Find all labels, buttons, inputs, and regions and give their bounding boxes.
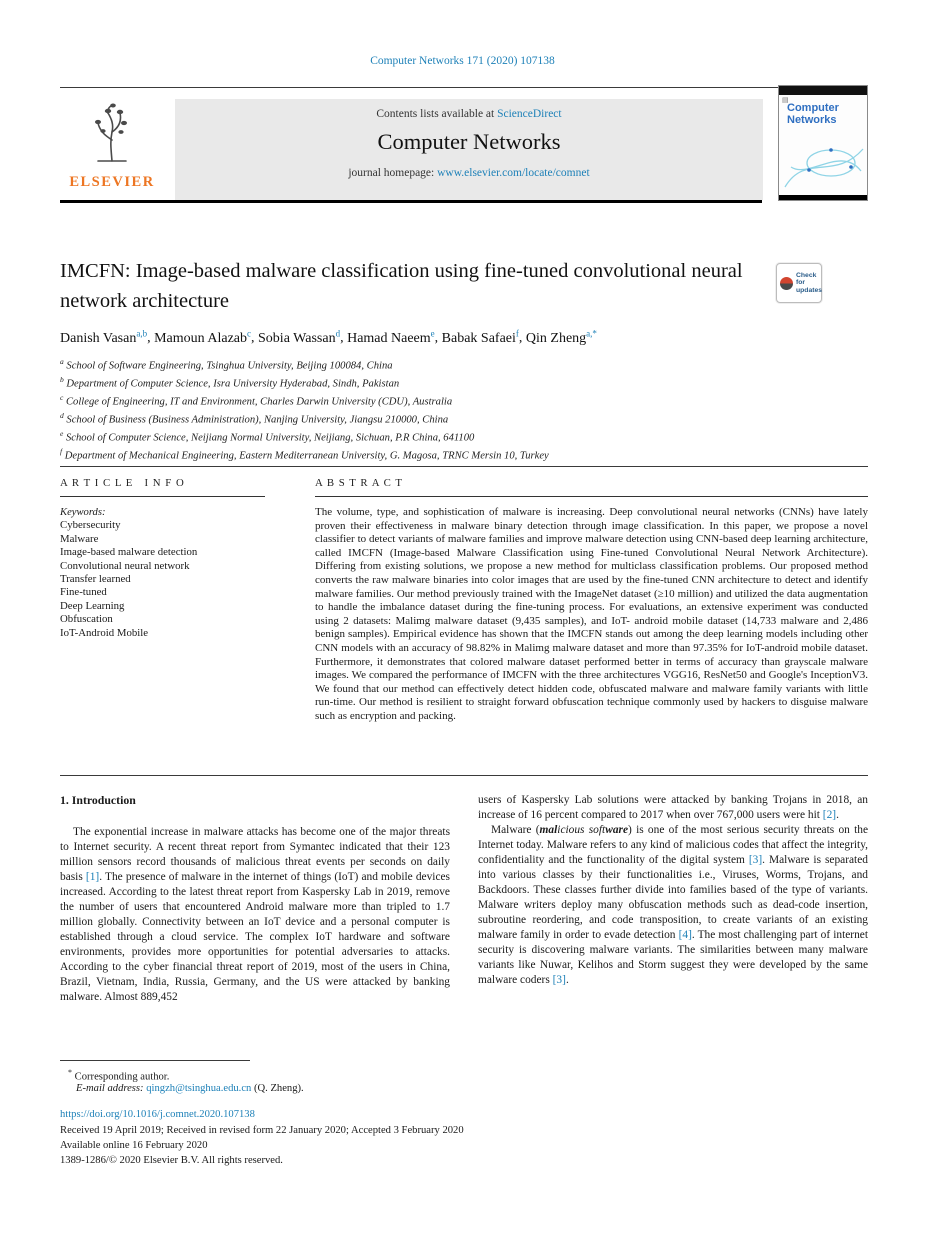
keywords-label: Keywords: (60, 507, 106, 518)
author-separator: , (518, 330, 526, 346)
citation-ref[interactable]: [2] (822, 809, 837, 821)
corresponding-author-text: Corresponding author. (72, 1071, 170, 1083)
journal-title: Computer Networks (377, 129, 561, 154)
affiliation-text: School of Business (Business Administration), Nanjing University, Jiangsu 210000, China (63, 414, 449, 426)
check-for-updates-badge[interactable] (776, 263, 822, 303)
intro-column-left (60, 793, 450, 1005)
text-run: users of Kaspersky Lab solutions were attacked by banking Trojans in 2018, an increase of 16 percent compared to 2017 when over 767,000 users were hit (478, 794, 868, 821)
affiliation-marker: a (60, 357, 64, 366)
header-divider (60, 200, 762, 203)
text-run: . Malware is separated into various classes by their functionalities i.e., Viruses, Worms, Trojans, and Backdoors. These classes further divide into families based of the type of variants. Malware writers deploy many obfuscation methods such as dead-code insertion, subroutine reordering, and code transposition, to create variants of an existing malware family in order to evade detection (478, 854, 868, 941)
author-name: Mamoun Alazab$^c$ (154, 328, 252, 346)
sciencedirect-link[interactable]: ScienceDirect (497, 108, 562, 120)
text-run: icious soft (557, 824, 606, 836)
email-link[interactable]: qingzh@tsinghua.edu.cn (146, 1083, 252, 1094)
author-separator: , (434, 330, 442, 346)
text-run: The exponential increase in malware attacks has become one of the major threats to Internet security. A recent threat report from Symantec indicated that their 123 million sensors record thousands of malicious threat events per seconds on daily basis (60, 826, 450, 883)
keyword: Convolutional neural network (60, 559, 190, 572)
text-run: . The presence of malware in the internet of things (IoT) and mobile devices increased. According to the latest threat report from Kaspersky Lab in 2019, remove the number of users that encountered Android malware more than tripled to 1.7 million globally. Connectivity between an IoT device and a personal computer is established through a cloud service. The complex IoT hardware and software environments, provides more opportunities for potential adversaries to attacks. According to the cyber financial threat report of 2019, most of the users in China, Brazil, Vietnam, India, Russia, Germany, and the US were attacked by banking malware. Almost 889,452 (60, 871, 450, 1003)
keyword: Fine-tuned (60, 586, 107, 599)
text-run: . (836, 809, 839, 821)
corresponding-author-note (68, 1068, 169, 1083)
cover-topbar (779, 86, 867, 95)
email-line (76, 1083, 304, 1094)
author-name: Qin Zheng$^{a,*}$ (525, 328, 597, 346)
cover-art (779, 137, 867, 195)
intro-column-right (478, 793, 868, 988)
citation-ref[interactable]: [3] (748, 854, 763, 866)
author-affiliation-sup: a,b (136, 328, 148, 338)
cover-title-line1: Computer (787, 102, 839, 114)
author-affiliation-sup: d (335, 328, 341, 338)
cover-title-line2: Networks (787, 113, 837, 126)
keywords-list (60, 519, 265, 640)
contents-line (175, 108, 763, 120)
footnote-star: * (68, 1068, 72, 1077)
affiliation (60, 391, 840, 409)
issn-copyright: 1389-1286/© 2020 Elsevier B.V. All rights reserved. (60, 1155, 283, 1166)
cover-corner-mark: ▤ (782, 96, 789, 104)
author-affiliation-sup: a,* (586, 328, 597, 338)
keyword: Deep Learning (60, 599, 125, 612)
intro-paragraph-2 (478, 823, 868, 988)
affiliation (60, 427, 840, 445)
text-run: . (565, 974, 569, 986)
homepage-line (175, 167, 763, 179)
journal-cover-thumbnail[interactable] (778, 85, 868, 201)
doi-link[interactable]: https://doi.org/10.1016/j.comnet.2020.107138 (60, 1109, 255, 1120)
abstract-heading: A B S T R A C T (315, 477, 868, 497)
top-divider (60, 87, 868, 88)
affiliation-text: Department of Computer Science, Isra University Hyderabad, Sindh, Pakistan (63, 378, 400, 390)
affiliation-list (60, 355, 840, 463)
author-separator: , (340, 330, 348, 346)
affiliation-text: College of Engineering, IT and Environment, Charles Darwin University (CDU), Australia (63, 396, 453, 408)
elsevier-wordmark: ELSEVIER (69, 174, 155, 190)
text-run: Malware ( (491, 824, 540, 836)
author-affiliation-sup: c (247, 328, 252, 338)
section-heading-introduction: 1. Introduction (60, 793, 136, 807)
affiliation-marker: d (60, 410, 64, 420)
crossmark-icon (780, 277, 793, 290)
keyword: Obfuscation (60, 613, 113, 626)
available-online: Available online 16 February 2020 (60, 1140, 208, 1151)
intro-paragraph-1-continued (478, 793, 868, 823)
article-title: IMCFN: Image-based malware classification using fine-tuned convolutional neural network architecture (60, 260, 743, 312)
abstract-text: The volume, type, and sophistication of malware is increasing. Deep convolutional neural networks (CNNs) have lately proven their effectiveness in malware binary detection through image classification. In this paper, we propose a novel classifier to detect variants of malware families and improve malware detection using CNN-based deep learning architecture, called IMCFN (Image-based Malware Classification using Fine-tuned Convolutional Neural Network Architecture). Differing from existing solutions, we propose a new method for multiclass classification problems. Our proposed method converts the raw malware binaries into color images that are used by the fine-tuned CNN architecture to detect and identify malware families. Our method previously trained with the ImageNet dataset (≥10 million) and utilized the data augmentation to handle the imbalance dataset during the fine-tuning process. For evaluations, an extensive experiment was conducted using 2 datasets: Malimg malware dataset (9,435 samples), and IoT- android mobile dataset (14,733 malware and 2,486 benign samples). Empirical evidence has shown that the IMCFN stands out among the deep learning models including other CNN models with an accuracy of 98.82% in Malimg malware dataset and more than 97.35% for IoT-android mobile dataset. Furthermore, it demonstrates that colored malware dataset performed better in terms of accuracy than grayscale malware images. We compared the performance of IMCFN with the three architectures VGG16, ResNet50 and Google's InceptionV3. We found that our method can effectively detect hidden code, obfuscated malware and malware family variants with little run-time. Our method is resilient to straight forward obfuscation technique commonly used by hackers to disguise malware such as encryption and packing. (315, 506, 868, 722)
journal-citation-line (0, 55, 925, 67)
author-list (60, 328, 840, 347)
keyword: Cybersecurity (60, 519, 121, 532)
info-block-top-divider (60, 466, 868, 467)
abstract-column (315, 477, 868, 724)
homepage-prefix: journal homepage: (348, 167, 438, 179)
author-name: Danish Vasan$^{a,b}$ (60, 328, 148, 346)
text-run: mal (539, 824, 558, 836)
affiliation (60, 373, 840, 391)
keyword: Transfer learned (60, 573, 131, 586)
affiliation (60, 445, 840, 463)
citation-ref[interactable]: [1] (85, 871, 100, 883)
affiliation-text: School of Computer Science, Neijiang Normal University, Neijiang, Sichuan, P.R China, 641100 (63, 432, 475, 444)
author-separator: , (147, 330, 155, 346)
cover-bottombar (779, 195, 867, 200)
intro-paragraph-1 (60, 825, 450, 1005)
check-badge-line1: Check for (796, 271, 817, 287)
text-run: ) is one of the most serious security threats on the Internet today. Malware refers to any kind of malicious codes that affect the integrity, confidentiality and the functionality of the digital system (478, 824, 869, 866)
received-dates: Received 19 April 2019; Received in revised form 22 January 2020; Accepted 3 February 2020 (60, 1125, 464, 1136)
footnote-divider (60, 1060, 250, 1061)
affiliation-marker: c (60, 392, 64, 402)
contents-prefix: Contents lists available at (376, 108, 498, 120)
affiliation-text: Department of Mechanical Engineering, Eastern Mediterranean University, G. Magosa, TRNC Mersin 10, Turkey (62, 450, 549, 462)
journal-header (60, 96, 868, 200)
cover-title (787, 103, 867, 126)
author-separator: , (251, 330, 259, 346)
author-name: Hamad Naeem$^e$ (347, 328, 435, 346)
author-name: Babak Safaei$^f$ (441, 328, 519, 346)
info-block-bottom-divider (60, 775, 868, 776)
author-affiliation-sup: e (430, 328, 435, 338)
affiliation-marker: e (60, 428, 64, 438)
article-info-column (60, 477, 265, 640)
keyword: Malware (60, 532, 99, 545)
author-affiliation-sup: f (515, 328, 519, 338)
citation-ref[interactable]: [3] (552, 974, 566, 986)
affiliation-text: School of Software Engineering, Tsinghua University, Beijing 100084, China (63, 360, 393, 372)
affiliation (60, 409, 840, 427)
affiliation-marker: f (60, 446, 63, 456)
email-suffix: (Q. Zheng). (251, 1083, 304, 1094)
homepage-link[interactable]: www.elsevier.com/locate/comnet (437, 167, 590, 179)
keyword: Image-based malware detection (60, 546, 198, 559)
journal-banner (175, 99, 763, 200)
elsevier-logo[interactable] (60, 101, 164, 199)
author-name: Sobia Wassan$^d$ (258, 328, 341, 346)
affiliation (60, 355, 840, 373)
email-label: E-mail address: (76, 1083, 144, 1094)
check-badge-label (796, 272, 822, 295)
article-info-heading: A R T I C L E I N F O (60, 477, 265, 497)
affiliation-marker: b (60, 374, 64, 384)
elsevier-tree-icon (83, 101, 141, 167)
journal-citation-link[interactable]: Computer Networks 171 (2020) 107138 (370, 55, 555, 67)
text-run: ware (605, 824, 629, 836)
citation-ref[interactable]: [4] (678, 929, 692, 941)
text-run: . The most challenging part of internet security is discovering malware variants. The similarities between many malware variants like Nuwar, Kelihos and Storm suggest they were developed by the same malware coders (478, 929, 868, 986)
check-badge-line2: updates (796, 286, 823, 294)
keyword: IoT-Android Mobile (60, 626, 149, 639)
